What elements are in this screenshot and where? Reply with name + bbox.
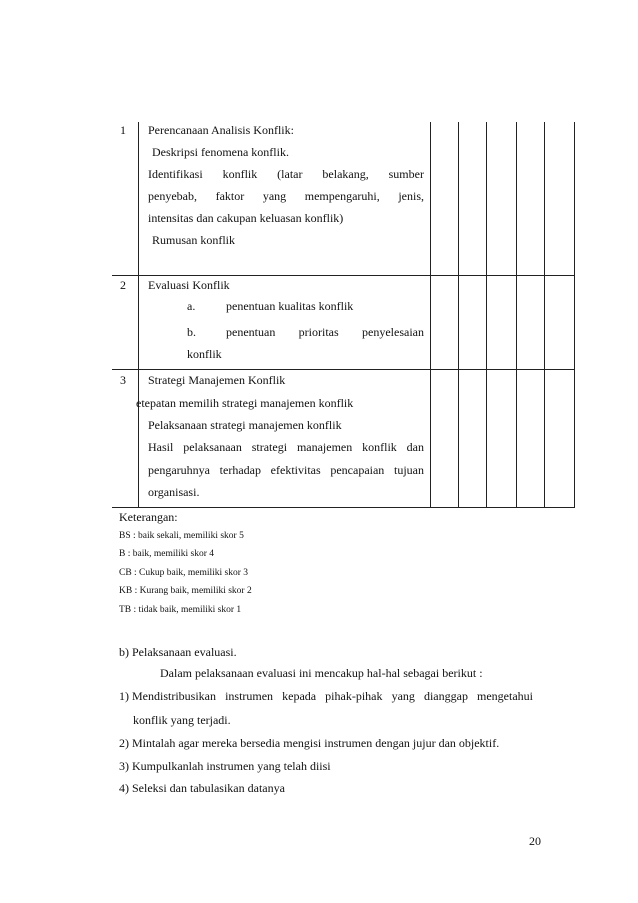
word: pihak-pihak xyxy=(325,689,383,703)
row-line: organisasi. xyxy=(148,485,200,499)
row-line: penentuan kualitas konflik xyxy=(226,299,354,313)
list-item xyxy=(119,689,533,704)
row-line: Deskripsi fenomena konflik. xyxy=(152,145,289,159)
table-rule xyxy=(138,122,139,508)
word: dan xyxy=(406,440,424,454)
word: sumber xyxy=(388,167,424,181)
page-number: 20 xyxy=(529,834,541,848)
table-rule xyxy=(430,122,431,508)
list-item: 2) Mintalah agar mereka bersedia mengisi instrumen dengan jujur dan objektif. xyxy=(119,736,500,750)
word: terhadap xyxy=(219,463,261,477)
table-rule xyxy=(112,369,574,370)
word: belakang, xyxy=(322,167,369,181)
list-item-continuation: konflik yang terjadi. xyxy=(133,713,231,727)
paragraph: Dalam pelaksanaan evaluasi ini mencakup hal-hal sebagai berikut : xyxy=(160,666,483,680)
list-item: 3) Kumpulkanlah instrumen yang telah diisi xyxy=(119,759,331,773)
word: tujuan xyxy=(394,463,424,477)
table-rule xyxy=(112,507,574,508)
word: penentuan xyxy=(226,325,276,339)
row-title: Evaluasi Konflik xyxy=(148,278,230,292)
word: 1) Mendistribusikan xyxy=(119,689,216,703)
table-rule xyxy=(458,122,459,508)
table-rule xyxy=(544,122,545,508)
row-number: 2 xyxy=(120,278,126,292)
row-line: etepatan memilih strategi manajemen konflik xyxy=(136,396,354,410)
word: jenis, xyxy=(398,189,424,203)
word: penyelesaian xyxy=(362,325,424,339)
word: pelaksanaan xyxy=(183,440,242,454)
row-number: 3 xyxy=(120,373,126,387)
word: mempengaruhi, xyxy=(304,189,380,203)
legend-item: TB : tidak baik, memiliki skor 1 xyxy=(119,605,242,615)
word: kepada xyxy=(282,689,317,703)
list-marker: a. xyxy=(187,299,196,313)
row-line: intensitas dan cakupan keluasan konflik) xyxy=(148,211,344,225)
word: yang xyxy=(262,189,287,203)
row-line-justified xyxy=(226,325,424,340)
row-number: 1 xyxy=(120,123,126,137)
row-line-justified xyxy=(148,463,424,478)
word: konflik xyxy=(362,440,397,454)
table-rule xyxy=(112,275,574,276)
word: faktor xyxy=(215,189,245,203)
legend-item: CB : Cukup baik, memiliki skor 3 xyxy=(119,568,249,578)
table-rule xyxy=(486,122,487,508)
word: mengetahui xyxy=(477,689,533,703)
word: instrumen xyxy=(225,689,274,703)
table-rule xyxy=(574,122,575,508)
word: penyebab, xyxy=(148,189,197,203)
keterangan-title: Keterangan: xyxy=(119,510,178,524)
word: yang xyxy=(391,689,415,703)
row-line: Rumusan konflik xyxy=(152,233,235,247)
word: (latar xyxy=(277,167,303,181)
word: dianggap xyxy=(423,689,468,703)
row-line-justified xyxy=(148,440,424,455)
word: Hasil xyxy=(148,440,174,454)
table-rule xyxy=(516,122,517,508)
word: pengaruhnya xyxy=(148,463,210,477)
row-line: konflik xyxy=(187,347,222,361)
row-title: Perencanaan Analisis Konflik: xyxy=(148,123,294,137)
word: efektivitas xyxy=(270,463,321,477)
row-line-justified xyxy=(148,189,424,204)
row-line-justified xyxy=(148,167,424,182)
list-marker: b. xyxy=(187,325,196,339)
list-item: 4) Seleksi dan tabulasikan datanya xyxy=(119,781,285,795)
row-line: Pelaksanaan strategi manajemen konflik xyxy=(148,418,342,432)
legend-item: KB : Kurang baik, memiliki skor 2 xyxy=(119,586,252,596)
legend-item: B : baik, memiliki skor 4 xyxy=(119,549,214,559)
word: manajemen xyxy=(296,440,353,454)
word: konflik xyxy=(222,167,258,181)
legend-item: BS : baik sekali, memiliki skor 5 xyxy=(119,531,244,541)
section-heading: b) Pelaksanaan evaluasi. xyxy=(119,645,237,659)
word: prioritas xyxy=(298,325,339,339)
row-title: Strategi Manajemen Konflik xyxy=(148,373,286,387)
word: strategi xyxy=(251,440,288,454)
word: Identifikasi xyxy=(148,167,203,181)
word: pencapaian xyxy=(330,463,385,477)
